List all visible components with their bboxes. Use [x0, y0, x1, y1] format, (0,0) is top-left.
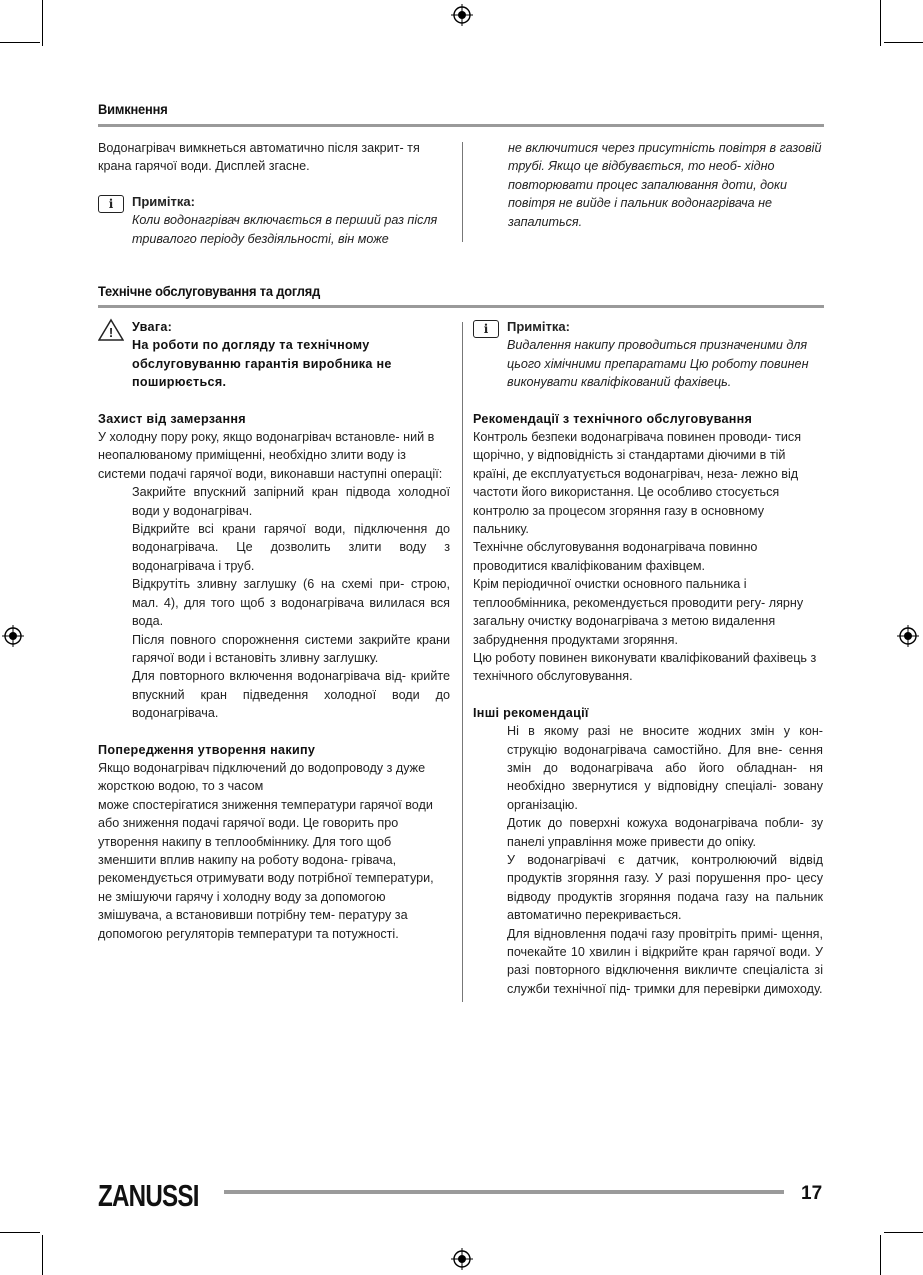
- other-heading: Інші рекомендації: [473, 705, 589, 720]
- frost-step: Відкрутіть зливну заглушку (6 на схемі при- строю, мал. 4), для того щоб з водонагрівача вилилася вся вода.: [132, 577, 450, 629]
- other-item: Ні в якому разі не вносите жодних змін у кон- струкцію водонагрівача самостійно. Для вне- сення змін до водонагрівача або його обладнан- ня необхідно звернутися у відповідну спеціалі- зовану організацію.: [507, 724, 823, 812]
- shutdown-note-continued: не включитися через присутність повітря в газовій трубі. Якщо це відбувається, то необ- хідно повторювати процес запалювання доти, доки повітря не вийде і пальник водонагрівача не запалиться.: [508, 141, 822, 229]
- section2-right-column: [473, 318, 823, 998]
- note-title: Примітка:: [132, 193, 195, 209]
- section-title-maintenance: Технічне обслуговування та догляд: [98, 283, 321, 299]
- column-divider: [462, 322, 463, 1002]
- note-text: Видалення накипу проводиться призначеними для цього хімічними препаратами Цю роботу повинен виконувати кваліфікований фахівець.: [507, 338, 809, 390]
- brand-logo: ZANUSSI: [98, 1178, 199, 1213]
- warning-icon-glyph: !: [108, 325, 114, 340]
- maintenance-text: Технічне обслуговування водонагрівача повинно проводитися кваліфікованим фахівцем.: [473, 540, 758, 573]
- frost-step: Для повторного включення водонагрівача від- крийте впускний кран підведення холодної води до водонагрівача.: [132, 669, 450, 721]
- warning-block: [98, 318, 450, 392]
- registration-mark-icon: [451, 1248, 473, 1270]
- section2-left-column: [98, 318, 450, 943]
- maintenance-text: Контроль безпеки водонагрівача повинен проводи- тися щорічно, у відповідність зі стандартами діючими в тій країні, де експлуатується водонагрівач, неза- лежно від частоти його використання. Це особливо стосується контролю за процесом згоряння газу в основному пальнику.: [473, 430, 802, 537]
- warning-title: Увага:: [132, 320, 173, 334]
- frost-heading: Захист від замерзання: [98, 411, 246, 426]
- other-item: Дотик до поверхні кожуха водонагрівача побли- зу панелі управління може привести до опіку.: [507, 816, 823, 849]
- crop-mark: [42, 1235, 43, 1275]
- note-block: [98, 193, 448, 248]
- registration-mark-icon: [897, 625, 919, 647]
- crop-mark: [0, 1232, 40, 1233]
- frost-intro: У холодну пору року, якщо водонагрівач встановле- ний в неопалюваному приміщенні, необхідно злити воду із системи подачі гарячої води, виконавши наступні операції:: [98, 430, 443, 481]
- registration-mark-icon: [2, 625, 24, 647]
- other-item: Для відновлення подачі газу провітріть примі- щення, почекайте 10 хвилин і відкрийте кран гарячої води. У разі повторного відключення викличте спеціаліста зі служби технічної під- тримки для перевірки димоходу.: [507, 926, 823, 996]
- section1-left-column: [98, 139, 448, 248]
- registration-mark-icon: [451, 4, 473, 26]
- shutdown-text: Водонагрівач вимкнеться автоматично після закрит- тя крана гарячої води. Дисплей згасне.: [98, 141, 420, 174]
- crop-mark: [884, 42, 923, 43]
- scale-text: може спостерігатися зниження температури гарячої води або зниження подачі гарячої води. Це говорить про утворення накипу в теплообміннику. Для того щоб зменшити вплив накипу на роботу водона- грівача, рекомендується отримувати воду потрібної температури, не змішуючи гарячу і холодну воду за допомогою змішувача, а встановивши потрібну тем- пературу за допомогою регуляторів температури та потужності.: [98, 797, 434, 941]
- info-icon: i: [98, 195, 124, 213]
- footer-rule: [224, 1190, 784, 1194]
- section-rule: [98, 124, 824, 127]
- note-title: Примітка:: [507, 319, 570, 334]
- note-block: [473, 318, 823, 392]
- crop-mark: [42, 0, 43, 46]
- other-item: У водонагрівачі є датчик, контролюючий відвід продуктів згоряння газу. У разі порушення про- цесу відводу продуктів згоряння подача газу на пальник автоматично перекривається.: [507, 852, 823, 923]
- section1-right-column: [508, 139, 823, 231]
- frost-step: Закрийте впускний запірний кран підвода холодної води у водонагрівач.: [132, 485, 450, 518]
- scale-text: Якщо водонагрівач підключений до водопроводу з дуже жорсткою водою, то з часом: [98, 760, 426, 794]
- scale-heading: Попередження утворення накипу: [98, 742, 316, 757]
- crop-mark: [884, 1232, 923, 1233]
- note-text: Коли водонагрівач включається в перший раз після тривалого періоду бездіяльності, він може: [132, 213, 438, 246]
- crop-mark: [0, 42, 40, 43]
- column-divider: [462, 142, 463, 242]
- crop-mark: [880, 1235, 881, 1275]
- maintenance-text: Цю роботу повинен виконувати кваліфікований фахівець з технічного обслуговування.: [473, 650, 817, 684]
- frost-step: Після повного спорожнення системи закрийте крани гарячої води і встановіть зливну заглушку.: [132, 632, 450, 665]
- section-title-shutdown: Вимкнення: [98, 101, 168, 117]
- section-rule: [98, 305, 824, 308]
- maintenance-heading: Рекомендації з технічного обслуговування: [473, 411, 753, 426]
- warning-text: На роботи по догляду та технічному обслуговуванню гарантія виробника не поширюється.: [132, 338, 392, 390]
- warning-icon: [98, 318, 124, 342]
- info-icon: i: [473, 320, 499, 338]
- page-number: 17: [801, 1183, 823, 1204]
- maintenance-text: Крім періодичної очистки основного пальника і теплообмінника, рекомендується проводити регу- лярну загальну очистку водонагрівача з метою видалення забруднення продуктами згоряння.: [473, 577, 804, 647]
- frost-step: Відкрийте всі крани гарячої води, підключення до водонагрівача. Це дозволить злити воду з водонагрівача і труб.: [132, 522, 450, 573]
- crop-mark: [880, 0, 881, 46]
